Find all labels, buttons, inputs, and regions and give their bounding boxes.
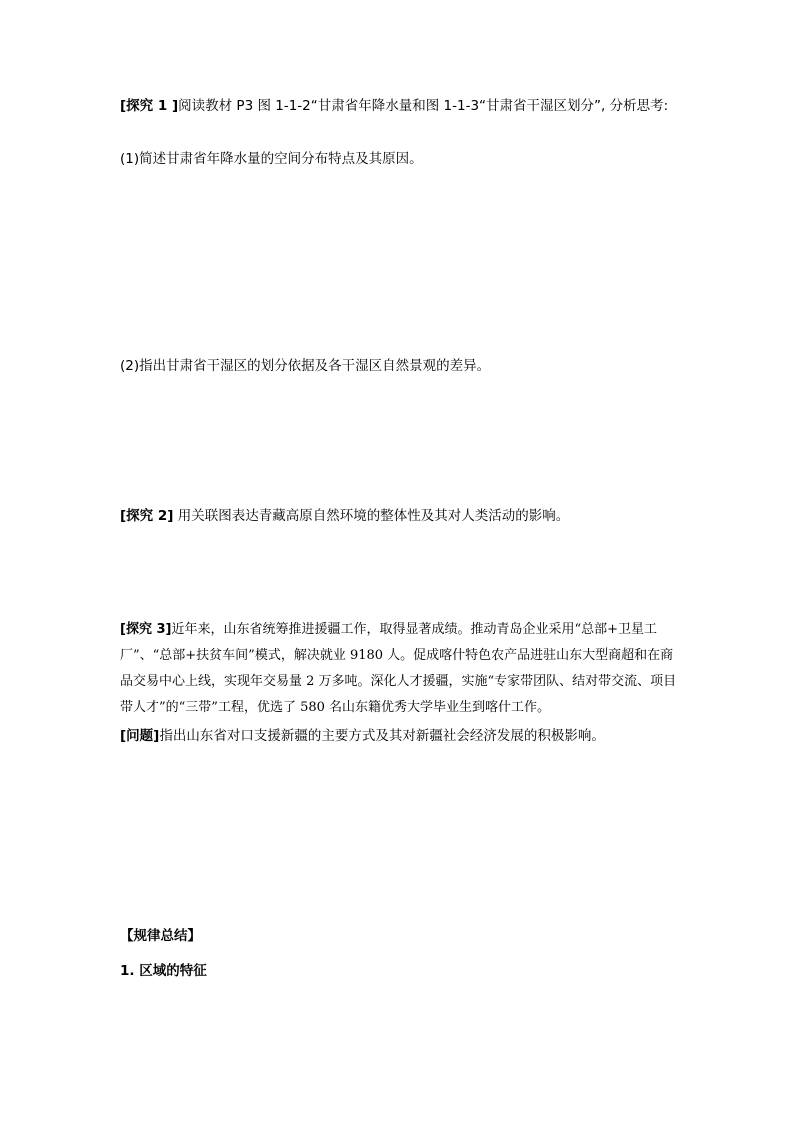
question-2	[120, 355, 680, 377]
inquiry-2-paragraph	[120, 505, 680, 527]
inquiry-2-text: 用关联图表达青藏高原自然环境的整体性及其对人类活动的影响。	[173, 508, 570, 524]
question-3-text: 指出山东省对口支援新疆的主要方式及其对新疆社会经济发展的积极影响。	[159, 728, 605, 744]
summary-item-1	[120, 960, 680, 982]
question-2-text: (2)指出甘肃省干湿区的划分依据及各干湿区自然景观的差异。	[120, 358, 491, 374]
inquiry-3-text: 近年来，山东省统筹推进援疆工作，取得显著成绩。推动青岛企业采用“总部+卫星工厂”、“总部+扶贫车间”模式，解决就业 9180 人。促成喀什特色农产品进驻山东大型商超和在商品交易中心上线，实现年交易量 2 万多吨。深化人才援疆，实施“专家带团队、结对带交流、项目带人才”的“三带”工程，优选了 580 名山东籍优秀大学毕业生到喀什工作。	[120, 622, 677, 715]
inquiry-3-tag: [探究 3]	[120, 622, 172, 637]
inquiry-1-tag: [探究 1 ]	[120, 98, 179, 114]
question-3-tag: [问题]	[120, 728, 160, 744]
inquiry-3-paragraph	[120, 617, 680, 721]
summary-heading	[120, 925, 680, 947]
question-3-paragraph	[120, 725, 680, 747]
summary-heading-text: 【规律总结】	[120, 928, 201, 944]
question-1-text: (1)简述甘肃省年降水量的空间分布特点及其原因。	[120, 151, 423, 167]
inquiry-2-tag: [探究 2]	[120, 508, 174, 524]
inquiry-1-paragraph	[120, 95, 680, 117]
inquiry-1-text: 阅读教材 P3 图 1-1-2“甘肃省年降水量和图 1-1-3“甘肃省干湿区划分”, 分析思考:	[178, 98, 669, 114]
summary-item-1-text: 1. 区域的特征	[120, 963, 207, 979]
question-1	[120, 148, 680, 170]
